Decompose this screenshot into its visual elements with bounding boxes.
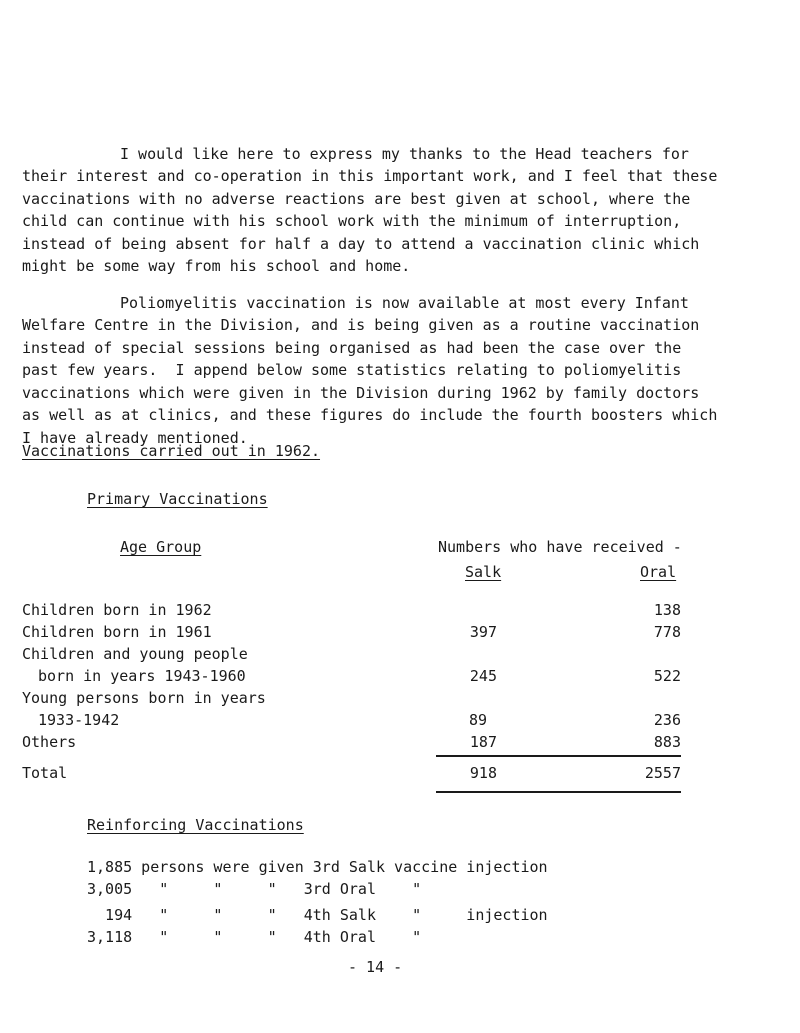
primary-vaccinations-heading: Primary Vaccinations (87, 490, 268, 508)
total-oral-value: 2557 (644, 764, 681, 782)
reinforcing-line: 3,118 " " " 4th Oral " (87, 928, 422, 946)
row-label: Others (22, 733, 77, 751)
row-label: Children born in 1962 (22, 601, 212, 619)
page-number: - 14 - (348, 958, 403, 976)
row-label: Children and young people (22, 645, 248, 663)
paragraph-line: vaccinations which were given in the Division during 1962 by family doctors (22, 383, 700, 402)
total-rule-bottom (436, 791, 681, 793)
row-salk-value: 187 (469, 733, 497, 751)
reinforcing-heading: Reinforcing Vaccinations (87, 816, 304, 834)
reinforcing-line: 194 " " " 4th Salk " injection (87, 906, 548, 924)
total-salk-value: 918 (469, 764, 497, 782)
total-rule-top (436, 755, 681, 757)
total-label: Total (22, 764, 68, 782)
paragraph-line: I have already mentioned. (22, 428, 248, 447)
row-label: Young persons born in years (22, 689, 266, 707)
row-salk-value: 245 (469, 667, 497, 685)
row-oral-value: 778 (653, 623, 681, 641)
reinforcing-line: 3,005 " " " 3rd Oral " (87, 880, 422, 898)
col-salk: Salk (465, 563, 502, 581)
row-oral-value: 883 (653, 733, 681, 751)
paragraph-line: instead of special sessions being organised as had been the case over the (22, 338, 682, 357)
paragraph-line: vaccinations with no adverse reactions are best given at school, where the (22, 189, 691, 208)
paragraph-line: I would like here to express my thanks to the Head teachers for (120, 144, 689, 163)
row-oral-value: 236 (653, 711, 681, 729)
col-numbers-received: Numbers who have received - (438, 538, 682, 556)
section-heading: Vaccinations carried out in 1962. (22, 442, 321, 460)
row-salk-value: 397 (469, 623, 497, 641)
paragraph-line: child can continue with his school work with the minimum of interruption, (22, 212, 682, 230)
paragraph-line: past few years. I append below some statistics relating to poliomyelitis (22, 361, 682, 379)
paragraph-line: might be some way from his school and home. (22, 257, 411, 275)
paragraph-line: their interest and co-operation in this important work, and I feel that these (22, 167, 718, 185)
paragraph-line: as well as at clinics, and these figures do include the fourth boosters which (22, 406, 718, 424)
paragraph-line: Welfare Centre in the Division, and is being given as a routine vaccination (22, 316, 700, 334)
reinforcing-line: 1,885 persons were given 3rd Salk vaccine injection (87, 858, 548, 876)
row-oral-value: 138 (653, 601, 681, 619)
paragraph-line: instead of being absent for half a day to attend a vaccination clinic which (22, 234, 700, 253)
paragraph-line: Poliomyelitis vaccination is now available at most every Infant (120, 293, 689, 312)
row-salk-value: 89 (468, 711, 487, 729)
col-oral: Oral (640, 563, 677, 581)
col-age-group: Age Group (120, 538, 202, 556)
row-label-continued: born in years 1943-1960 (38, 667, 246, 685)
row-label: Children born in 1961 (22, 623, 212, 641)
row-label-continued: 1933-1942 (38, 711, 120, 729)
row-oral-value: 522 (653, 667, 681, 685)
